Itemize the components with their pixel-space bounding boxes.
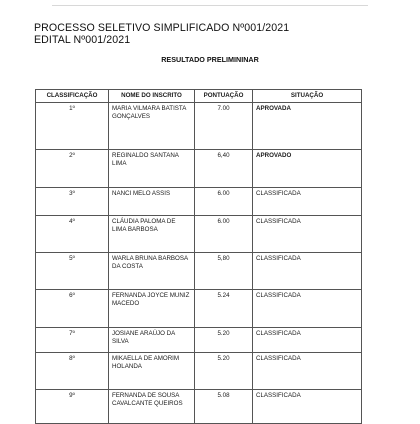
rank-cell: 9º xyxy=(36,390,109,424)
name-cell: FERNANDA DE SOUSA CAVALCANTE QUEIROS xyxy=(109,390,195,424)
status-cell: CLASSIFICADA xyxy=(253,188,362,216)
table-row xyxy=(36,103,362,150)
score-cell: 5,80 xyxy=(195,253,253,290)
page-top-divider xyxy=(52,5,368,6)
score-cell: 6,40 xyxy=(195,150,253,188)
status-cell: CLASSIFICADA xyxy=(253,216,362,253)
rank-cell: 8º xyxy=(36,353,109,390)
name-cell: REGINALDO SANTANA LIMA xyxy=(109,150,195,188)
result-subtitle: RESULTADO PRELIMININAR xyxy=(161,55,259,64)
table-header-row xyxy=(36,90,362,103)
process-title: PROCESSO SELETIVO SIMPLIFICADO Nº001/2021 xyxy=(34,22,290,34)
score-cell: 5.20 xyxy=(195,328,253,353)
rank-cell: 6º xyxy=(36,290,109,328)
table-row xyxy=(36,353,362,390)
rank-cell: 3º xyxy=(36,188,109,216)
name-cell: FERNANDA JOYCE MUNIZ MACEDO xyxy=(109,290,195,328)
edital-title: EDITAL Nº001/2021 xyxy=(34,34,131,46)
name-cell: MARIA VILMARA BATISTA GONÇALVES xyxy=(109,103,195,150)
table-row xyxy=(36,390,362,424)
score-cell: 7.00 xyxy=(195,103,253,150)
name-cell: NANCI MELO ASSIS xyxy=(109,188,195,216)
column-header-status: SITUAÇÃO xyxy=(253,90,362,103)
status-cell: CLASSIFICADA xyxy=(253,290,362,328)
rank-cell: 2º xyxy=(36,150,109,188)
document-heading xyxy=(34,22,289,46)
results-table xyxy=(35,89,362,424)
status-cell: APROVADO xyxy=(253,150,362,188)
score-cell: 5.08 xyxy=(195,390,253,424)
status-cell: CLASSIFICADA xyxy=(253,253,362,290)
rank-cell: 5º xyxy=(36,253,109,290)
table-row xyxy=(36,150,362,188)
status-cell: CLASSIFICADA xyxy=(253,353,362,390)
table-row xyxy=(36,290,362,328)
name-cell: MIKAELLA DE AMORIM HOLANDA xyxy=(109,353,195,390)
name-cell: WARLA BRUNA BARBOSA DA COSTA xyxy=(109,253,195,290)
table-row xyxy=(36,253,362,290)
name-cell: JOSIANE ARAÚJO DA SILVA xyxy=(109,328,195,353)
score-cell: 6.00 xyxy=(195,216,253,253)
table-row xyxy=(36,216,362,253)
rank-cell: 7º xyxy=(36,328,109,353)
status-cell: CLASSIFICADA xyxy=(253,328,362,353)
column-header-classification: CLASSIFICAÇÃO xyxy=(36,90,109,103)
rank-cell: 4º xyxy=(36,216,109,253)
column-header-score: PONTUAÇÃO xyxy=(195,90,253,103)
score-cell: 5.24 xyxy=(195,290,253,328)
score-cell: 6.00 xyxy=(195,188,253,216)
table-row xyxy=(36,328,362,353)
status-cell: CLASSIFICADA xyxy=(253,390,362,424)
rank-cell: 1º xyxy=(36,103,109,150)
column-header-name: NOME DO INSCRITO xyxy=(109,90,195,103)
name-cell: CLÁUDIA PALOMA DE LIMA BARBOSA xyxy=(109,216,195,253)
table-row xyxy=(36,188,362,216)
status-cell: APROVADA xyxy=(253,103,362,150)
score-cell: 5.20 xyxy=(195,353,253,390)
